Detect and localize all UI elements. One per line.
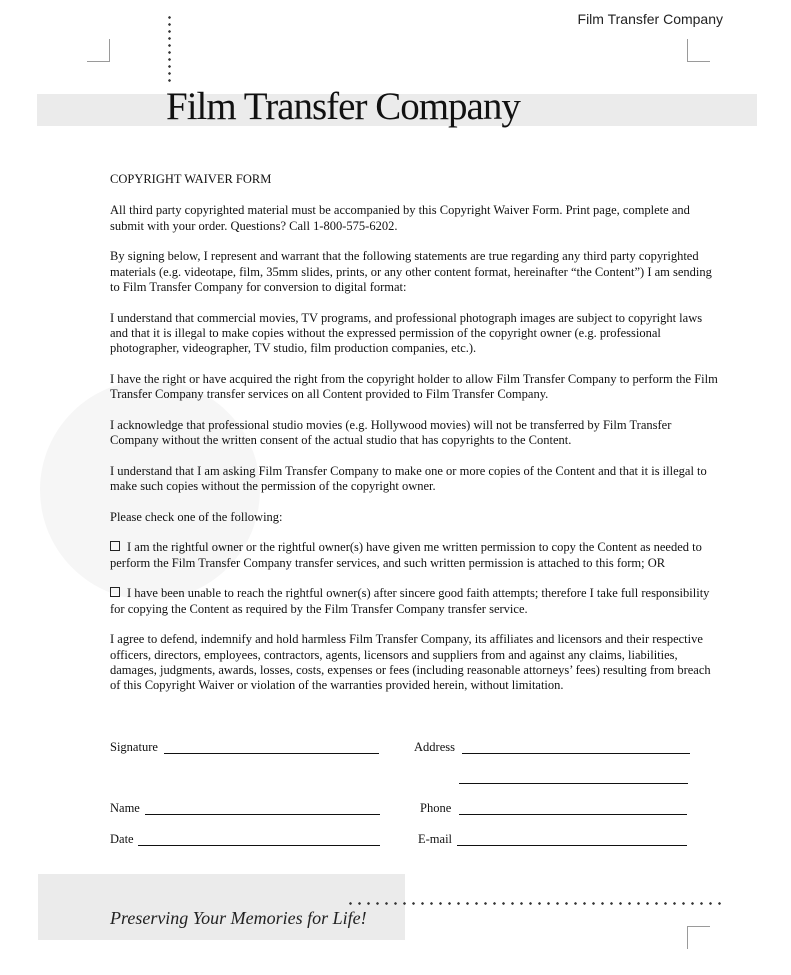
crop-mark-top-left	[87, 39, 110, 62]
form-body	[110, 172, 718, 709]
date-line[interactable]	[138, 845, 380, 846]
form-heading: COPYRIGHT WAIVER FORM	[110, 172, 272, 186]
address-line[interactable]	[462, 753, 690, 754]
statement-paragraph: I understand that I am asking Film Transfer Company to make one or more copies of the Content and that it is illegal to make such copies without the permission of the copyright owner.	[110, 463, 707, 494]
option-unable-to-reach	[110, 586, 718, 617]
page-title: Film Transfer Company	[166, 85, 520, 128]
name-label: Name	[110, 801, 140, 815]
crop-mark-top-right	[687, 39, 710, 62]
footer-slogan: Preserving Your Memories for Life!	[110, 908, 367, 928]
email-line[interactable]	[457, 845, 687, 846]
statement-paragraph: I understand that commercial movies, TV programs, and professional photograph images are subject to copyright laws and that it is illegal to make copies without the expressed permission of the copyright owner (e.g. professional photographer, videographer, TV studio, film production companies, etc.).	[110, 310, 703, 356]
signature-label: Signature	[110, 740, 158, 754]
option-label: I have been unable to reach the rightful owner(s) after sincere good faith attempts; therefore I take full responsibility for copying the Content as required by the Film Transfer Company transfer service.	[110, 586, 710, 616]
crop-mark-bottom-right	[687, 926, 710, 949]
statement-paragraph: I acknowledge that professional studio movies (e.g. Hollywood movies) will not be transferred by Film Transfer Company without the written consent of the actual studio that has copyrights to the Content.	[110, 417, 672, 448]
dotted-divider-horizontal	[346, 902, 722, 905]
footer-band	[38, 874, 405, 940]
dotted-divider-vertical	[168, 14, 171, 84]
representation-paragraph: By signing below, I represent and warrant that the following statements are true regarding any third party copyrighted materials (e.g. videotape, film, 35mm slides, prints, or any other content format, hereinafter “the Content”) I am sending to Film Transfer Company for conversion to digital format:	[110, 249, 712, 294]
intro-paragraph: All third party copyrighted material must be accompanied by this Copyright Waiver Form. Print page, complete and submit with your order. Questions? Call 1-800-575-6202.	[110, 203, 690, 233]
indemnity-paragraph: I agree to defend, indemnify and hold harmless Film Transfer Company, its affiliates and licensors and their respective officers, directors, employees, contractors, agents, licensors and suppliers from and against any claims, liabilities, damages, judgments, awards, losses, costs, expenses or fees (including reasonable attorneys’ fees) resulting from breach of this Copyright Waiver or violation of the warranties provided herein, without limitation.	[110, 632, 711, 693]
phone-label: Phone	[420, 801, 452, 815]
address-label: Address	[414, 740, 455, 754]
date-label: Date	[110, 832, 134, 846]
email-label: E-mail	[418, 832, 453, 846]
running-header: Film Transfer Company	[577, 11, 723, 27]
signature-line[interactable]	[164, 753, 379, 754]
checkbox-owner-permission[interactable]	[110, 541, 120, 551]
name-line[interactable]	[145, 814, 380, 815]
address-line-2[interactable]	[459, 783, 688, 784]
check-prompt: Please check one of the following:	[110, 509, 283, 524]
option-owner-permission	[110, 540, 718, 571]
phone-line[interactable]	[459, 814, 687, 815]
option-label: I am the rightful owner or the rightful owner(s) have given me written permission to copy the Content as needed to perform the Film Transfer Company transfer services, and such written permission is attached to this form; OR	[110, 540, 702, 570]
checkbox-unable-to-reach[interactable]	[110, 587, 120, 597]
statement-paragraph: I have the right or have acquired the right from the copyright holder to allow Film Transfer Company to perform the Film Transfer Company transfer services on all Content provided to Film Transfer Company.	[110, 371, 718, 402]
